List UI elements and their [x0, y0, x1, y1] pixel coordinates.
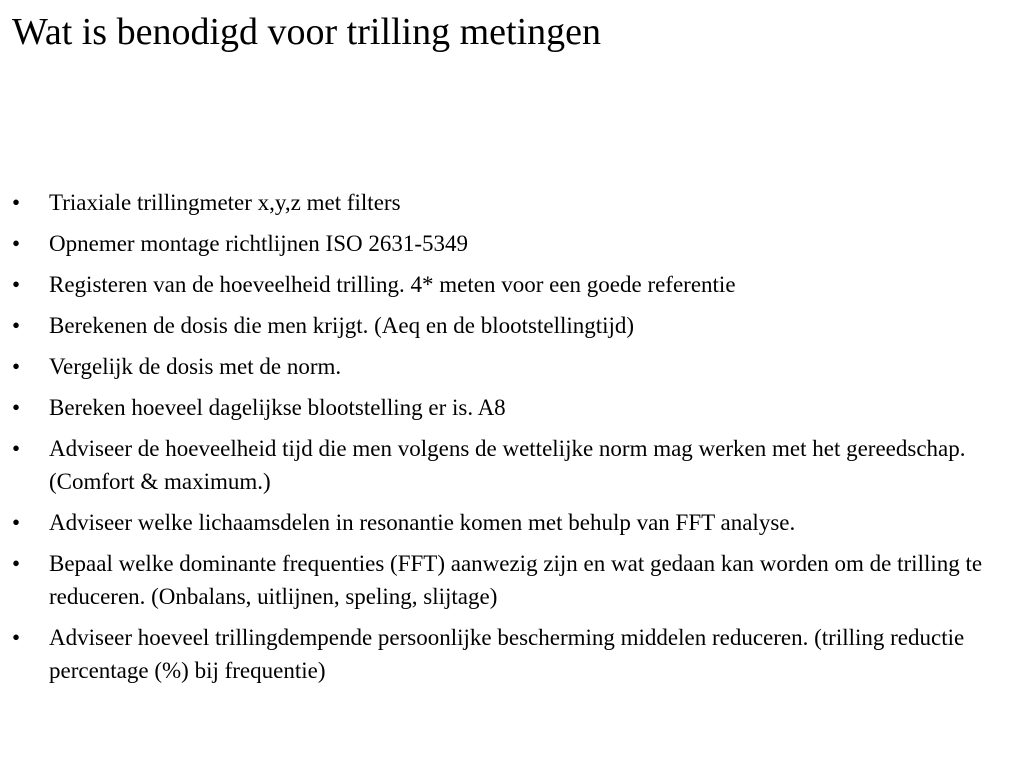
bullet-icon: •: [12, 395, 21, 420]
list-item-text: Berekenen de dosis die men krijgt. (Aeq en de blootstellingtijd): [49, 313, 635, 338]
list-item: [12, 268, 1018, 301]
list-item: [12, 506, 1018, 539]
list-item-text: Bereken hoeveel dagelijkse blootstelling er is. A8: [49, 395, 506, 420]
list-item: [12, 186, 1018, 219]
list-item-text: Opnemer montage richtlijnen ISO 2631-5349: [49, 231, 469, 256]
list-item-text: Triaxiale trillingmeter x,y,z met filters: [49, 190, 401, 215]
bullet-icon: •: [12, 190, 21, 215]
bullet-icon: •: [12, 510, 21, 535]
list-item-text: Adviseer hoeveel trillingdempende persoonlijke bescherming middelen reduceren. (trilling reductie percentage (%) bij frequentie): [49, 625, 965, 683]
bullet-icon: •: [12, 625, 21, 650]
list-item-text: Bepaal welke dominante frequenties (FFT) aanwezig zijn en wat gedaan kan worden om de trilling te reduceren. (Onbalans, uitlijnen, speling, slijtage): [49, 551, 983, 609]
list-item-text: Adviseer welke lichaamsdelen in resonantie komen met behulp van FFT analyse.: [49, 510, 796, 535]
bullet-icon: •: [12, 313, 21, 338]
bullet-list: [12, 186, 1018, 695]
list-item-text: Adviseer de hoeveelheid tijd die men volgens de wettelijke norm mag werken met het gereedschap. (Comfort & maximum.): [49, 436, 966, 494]
bullet-icon: •: [12, 272, 21, 297]
bullet-icon: •: [12, 354, 21, 379]
list-item: [12, 227, 1018, 260]
bullet-icon: •: [12, 436, 21, 461]
list-item: [12, 432, 1018, 498]
slide-title: Wat is benodigd voor trilling metingen: [12, 11, 602, 53]
list-item-text: Registeren van de hoeveelheid trilling. 4* meten voor een goede referentie: [49, 272, 736, 297]
bullet-icon: •: [12, 231, 21, 256]
list-item: [12, 547, 1018, 613]
list-item: [12, 391, 1018, 424]
list-item: [12, 350, 1018, 383]
bullet-icon: •: [12, 551, 21, 576]
list-item: [12, 309, 1018, 342]
list-item: [12, 621, 1018, 687]
list-item-text: Vergelijk de dosis met de norm.: [49, 354, 342, 379]
